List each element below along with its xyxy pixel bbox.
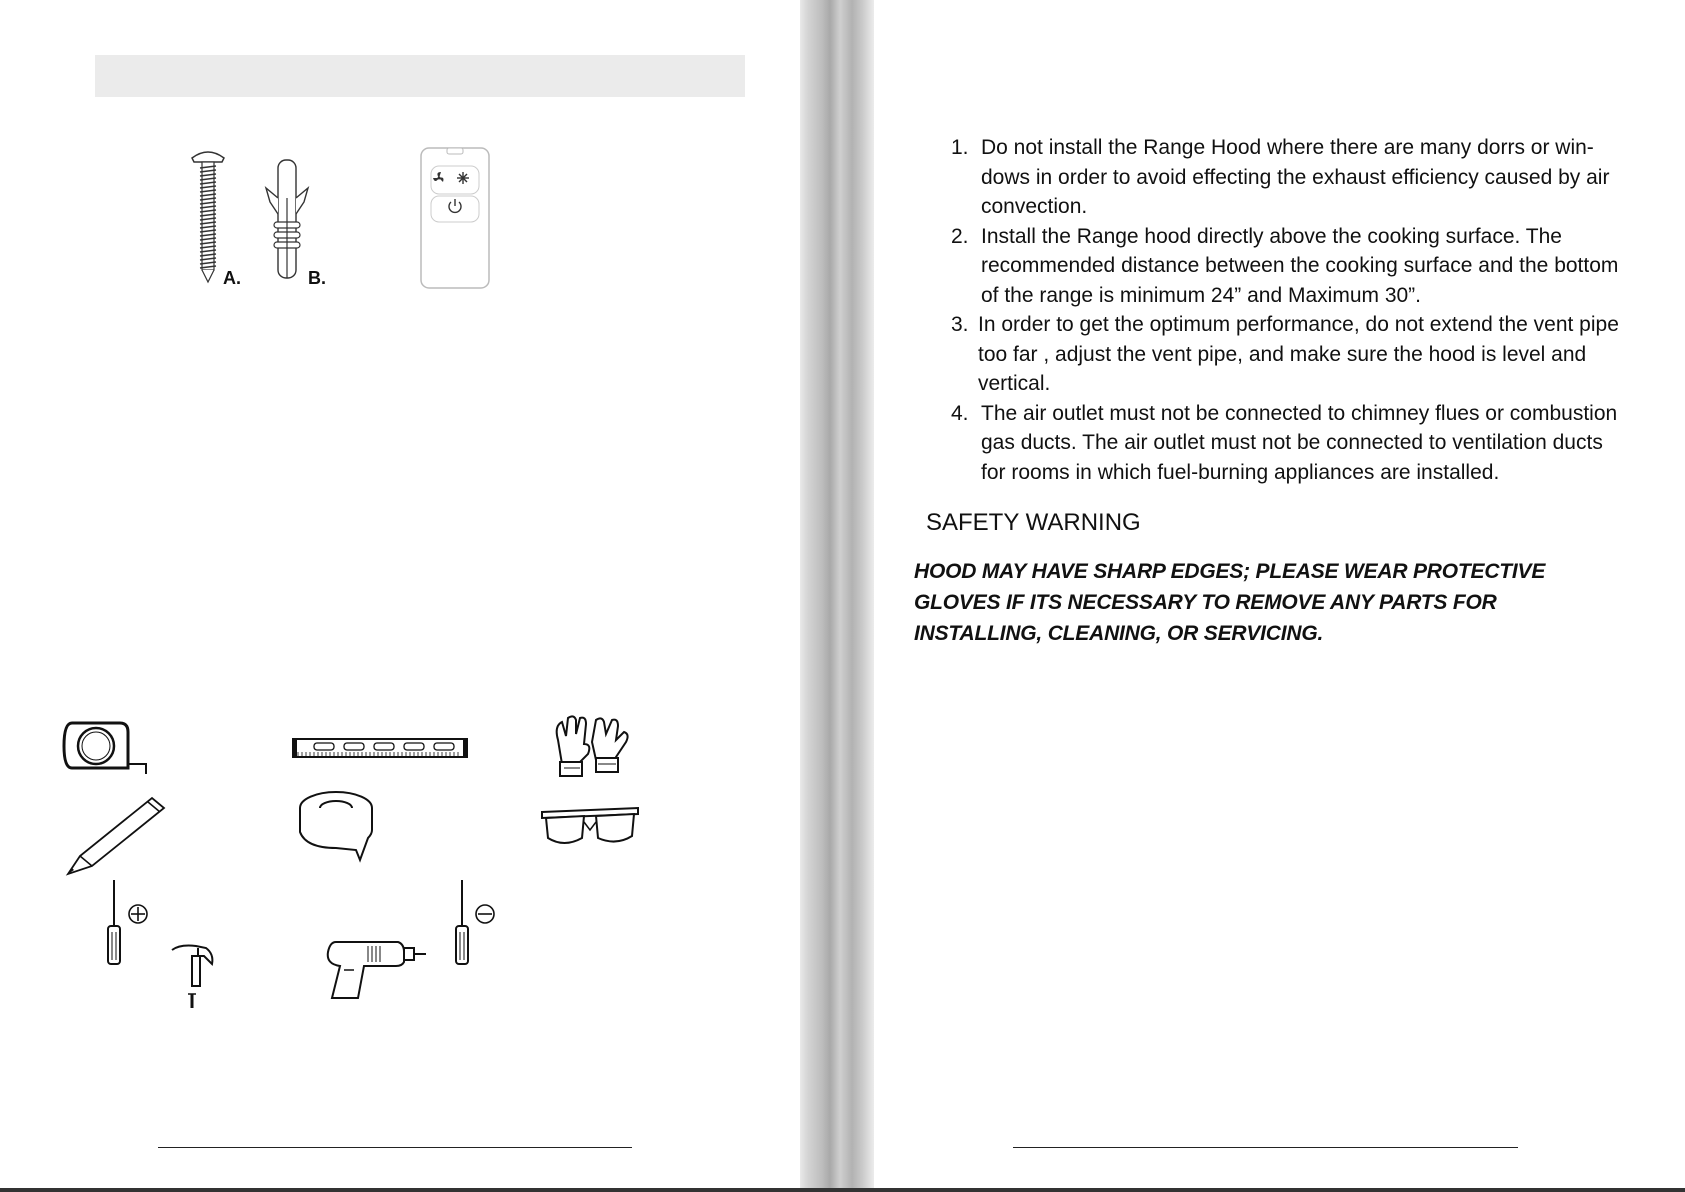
phillips-screwdriver-icon (104, 880, 124, 966)
list-item: 4. The air outlet must not be connected to chimney flues or combustion gas ducts. The air outlet must not be connected to ventilation ducts for rooms in which fuel-burning appliances are installed. (951, 401, 1618, 484)
minus-symbol-icon (474, 903, 496, 925)
book-spine-gutter (800, 0, 874, 1192)
label-a (223, 266, 253, 290)
section-header-bar (95, 55, 745, 97)
plus-symbol-icon (127, 903, 149, 925)
safety-warning-title: SAFETY WARNING (926, 509, 1141, 536)
tape-measure-icon (62, 718, 152, 778)
hammer-icon (170, 944, 216, 1008)
list-item: 3. In order to get the optimum performance, do not extend the vent pipe too far , adjust the vent pipe, and make sure the hood is level and vertical. (951, 313, 1619, 395)
left-footer-rule (158, 1147, 632, 1148)
part-label-b: B. (308, 268, 326, 288)
installation-requirements-list (937, 133, 1662, 487)
flat-screwdriver-icon (452, 880, 472, 966)
work-gloves-icon (552, 714, 632, 780)
wall-anchor-icon (262, 158, 312, 286)
list-item: 2. Install the Range hood directly above the cooking surface. The recommended distance between the cooking surface and the bottom of the range is minimum 24” and Maximum 30”. (951, 224, 1619, 307)
pencil-icon (64, 794, 168, 878)
right-footer-rule (1013, 1147, 1518, 1148)
tape-roll-icon (296, 790, 380, 862)
remote-control-icon (419, 146, 491, 290)
safety-warning-text: HOOD MAY HAVE SHARP EDGES; PLEASE WEAR PROTECTIVE GLOVES IF ITS NECESSARY TO REMOVE ANY PARTS FOR INSTALLING, CLEANING, OR SERVICING. (914, 560, 1546, 645)
list-item: 1. Do not install the Range Hood where there are many dorrs or win- dows in order to avoid effecting the exhaust efficiency caused by air convection. (951, 136, 1610, 218)
drill-icon (322, 940, 426, 1004)
left-page (0, 0, 800, 1192)
part-label-a: A. (223, 268, 241, 288)
screw-icon (188, 150, 228, 285)
safety-glasses-icon (540, 806, 640, 850)
bottom-edge-band (0, 1188, 1685, 1192)
label-b (308, 266, 338, 290)
level-icon (292, 736, 468, 760)
